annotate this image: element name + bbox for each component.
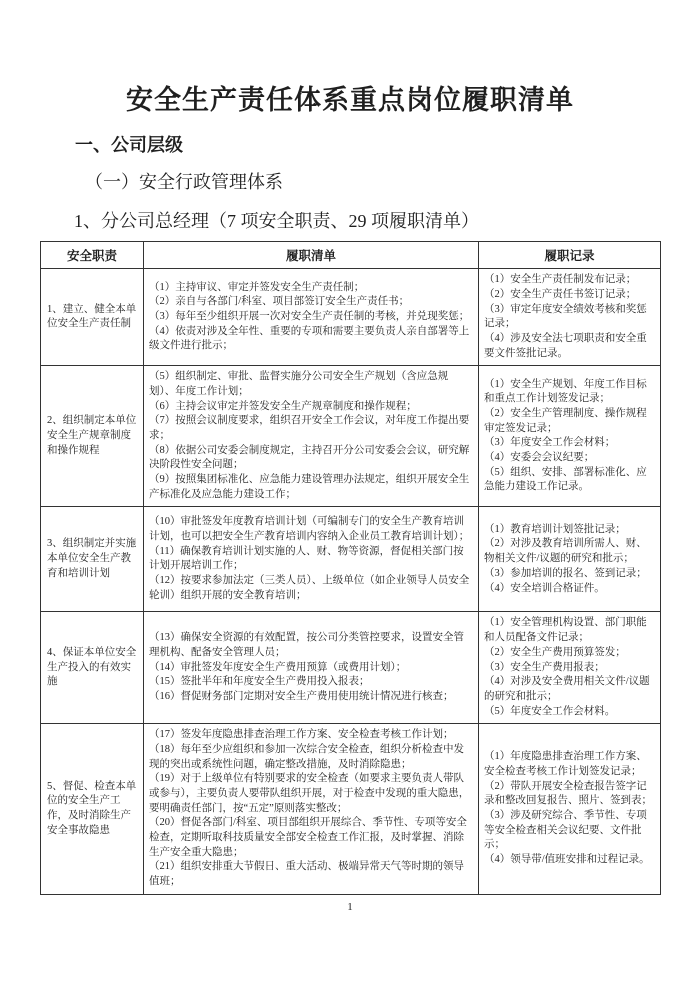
list-heading-branch-general-manager: 1、分公司总经理（7 项安全职责、29 项履职清单）	[74, 210, 479, 231]
duty-cell: 5、督促、检查本单位的安全生产工作，及时消除生产安全事故隐患	[41, 724, 144, 895]
table-header-row	[41, 242, 661, 269]
page-title: 安全生产责任体系重点岗位履职清单	[126, 85, 574, 115]
records-cell: （1）安全管理机构设置、部门职能和人员配备文件记录； （2）安全生产费用预算签发； （3）安全生产费用报表； （4）对涉及安全费用相关文件/议题的研究和批示； （5）年度安全工作会材料。	[479, 612, 661, 724]
column-header-performance-checklist: 履职清单	[144, 242, 479, 269]
checklist-cell: （5）组织制定、审批、监督实施分公司安全生产规划（含应急规划）、年度工作计划； （6）主持会议审定并签发安全生产规章制度和操作规程； （7）按照会议制度要求，组织召开安全工作会议，对年度工作提出要求； （8）依据公司安委会制度规定，主持召开分公司安委会会议，研究解决阶段性安全问题； （9）按照集团标准化、应急能力建设管理办法规定，组织开展安全生产标准化及应急能力建设工作；	[144, 366, 479, 507]
section-heading-company-level: 一、公司层级	[75, 135, 183, 156]
duty-cell: 4、保证本单位安全生产投入的有效实施	[41, 612, 144, 724]
table-row	[41, 269, 661, 366]
duty-cell: 3、组织制定并实施本单位安全生产教育和培训计划	[41, 507, 144, 612]
records-cell: （1）安全生产规划、年度工作目标和重点工作计划签发记录； （2）安全生产管理制度、操作规程审定签发记录； （3）年度安全工作会材料； （4）安委会会议纪要； （5）组织、安排、部署标准化、应急能力建设工作记录。	[479, 366, 661, 507]
table-row	[41, 507, 661, 612]
checklist-cell: （10）审批签发年度教育培训计划（可编制专门的安全生产教育培训计划，也可以把安全生产教育培训内容纳入企业员工教育培训计划）； （11）确保教育培训计划实施的人、财、物等资源，督促相关部门按计划开展培训工作； （12）按要求参加法定（三类人员）、上级单位（如企业领导人员安全轮训）组织开展的安全教育培训；	[144, 507, 479, 612]
page-number: 1	[347, 901, 353, 913]
records-cell: （1）年度隐患排查治理工作方案、安全检查考核工作计划签发记录； （2）带队开展安全检查报告签字记录和整改回复报告、照片、签到表； （3）涉及研究综合、季节性、专项等安全检查相关会议纪要、文件批示； （4）领导带/值班安排和过程记录。	[479, 724, 661, 895]
duty-cell: 1、建立、健全本单位安全生产责任制	[41, 269, 144, 366]
checklist-cell: （13）确保安全资源的有效配置，按公司分类管控要求，设置安全管理机构、配备安全管理人员； （14）审批签发年度安全生产费用预算（或费用计划）； （15）签批半年和年度安全生产费用投入报表； （16）督促财务部门定期对安全生产费用使用统计情况进行核查；	[144, 612, 479, 724]
table-row	[41, 724, 661, 895]
table-row	[41, 612, 661, 724]
records-cell: （1）教育培训计划签批记录； （2）对涉及教育培训所需人、财、物相关文件/议题的研究和批示； （3）参加培训的报名、签到记录； （4）安全培训合格证件。	[479, 507, 661, 612]
column-header-performance-records: 履职记录	[479, 242, 661, 269]
records-cell: （1）安全生产责任制发布记录； （2）安全生产责任书签订记录； （3）审定年度安全绩效考核和奖惩记录； （4）涉及安全法七项职责和安全重要文件签批记录。	[479, 269, 661, 366]
checklist-cell: （17）签发年度隐患排查治理工作方案、安全检查考核工作计划； （18）每年至少应组织和参加一次综合安全检查，组织分析检查中发现的突出或系统性问题，确定整改措施，及时消除隐患； （19）对于上级单位有特别要求的安全检查（如要求主要负责人带队或参与），主要负责人要带队组织开展，对于检查中发现的重大隐患，要明确责任部门，按“五定”原则落实整改； （20）督促各部门/科室、项目部组织开展综合、季节性、专项等安全检查，定期听取科技质量安全部安全检查工作汇报，及时掌握、消除生产安全重大隐患； （21）组织安排重大节假日、重大活动、极端异常天气等时期的领导值班；	[144, 724, 479, 895]
table-row	[41, 366, 661, 507]
duty-table	[40, 241, 661, 895]
column-header-safety-duties: 安全职责	[41, 242, 144, 269]
duty-cell: 2、组织制定本单位安全生产规章制度和操作规程	[41, 366, 144, 507]
checklist-cell: （1）主持审议、审定并签发安全生产责任制； （2）亲自与各部门/科室、项目部签订安全生产责任书； （3）每年至少组织开展一次对安全生产责任制的考核，并兑现奖惩； （4）依责对涉及全年性、重要的专项和需要主要负责人亲自部署等上级文件进行批示；	[144, 269, 479, 366]
subsection-heading-safety-admin-system: （一）安全行政管理体系	[85, 171, 283, 192]
